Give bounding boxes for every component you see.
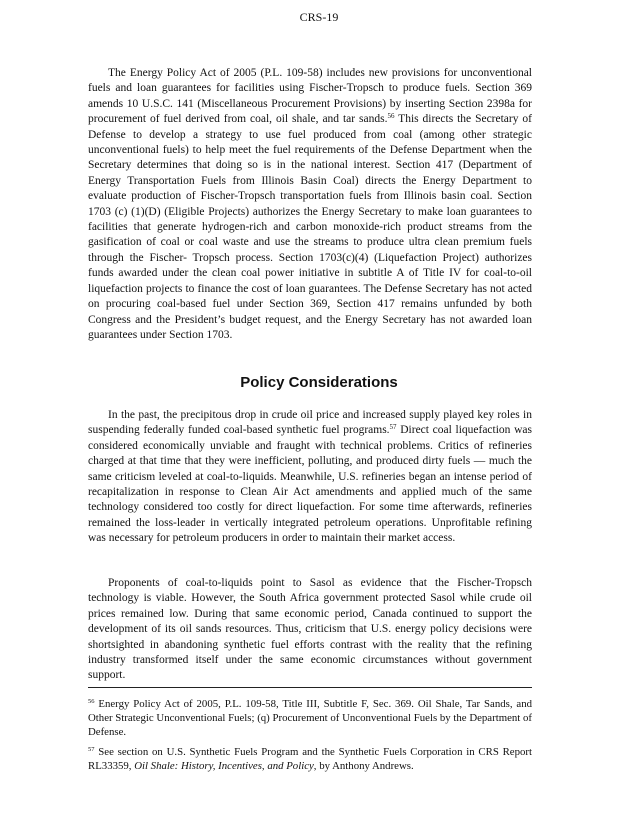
footnote-divider (88, 687, 532, 688)
page-header: CRS-19 (299, 10, 339, 24)
footnote-56 (88, 697, 532, 740)
paragraph-text-continued: Direct coal liquefaction was considered economically unviable and fraught with technical problems. Critics of refineries charged at that time that they were inefficient, polluting, and produced dirty fuels — much the same criticism leveled at coal-to-liquids. Meanwhile, U.S. refineries began an intense period of recapitalization in response to Clean Air Act amendments and applied much of the same technology considered too costly for direct liquefaction. For some time afterwards, refineries remained the loss-leader in vertically integrated petroleum operations. Unprofitable refining was necessary for petroleum producers in order to maintain their market access. (88, 424, 532, 545)
footnote-ref-56[interactable]: 56 (387, 112, 395, 121)
footnote-text: See section on U.S. Synthetic Fuels Program and the Synthetic Fuels Corporation in CRS Report RL33359, (88, 746, 532, 773)
footnote-text: Energy Policy Act of 2005, P.L. 109-58, Title III, Subtitle F, Sec. 369. Oil Shale, Tar Sands, and Other Strategic Unconventional Fuels; (q) Procurement of Unconventional Fuels by the Department of Defense. (88, 698, 532, 739)
section-heading: Policy Considerations (240, 374, 398, 391)
footnote-number: 57 (88, 746, 95, 753)
paragraph-text: Proponents of coal-to-liquids point to Sasol as evidence that the Fischer-Tropsch technology is viable. However, the South Africa government protected Sasol while crude oil prices remained low. During that same economic period, Canada continued to support the development of its oil sands resources. Thus, criticism that U.S. energy policy decisions were shortsighted in abandoning synthetic fuel efforts contrast with the reality that the refining industry transformed itself under the same economic circumstances without government support. (88, 577, 532, 682)
report-title: Oil Shale: History, Incentives, and Policy (134, 760, 314, 773)
paragraph-proponents (88, 576, 532, 684)
paragraph-text-continued: This directs the Secretary of Defense to develop a strategy to use fuel produced from coal (among other strategic unconventional fuels) to help meet the fuel requirements of the Defense Department when the Secretary determines that doing so is in the national interest. Section 417 (Department of Energy Transportation Fuels from Illinois Basin Coal) directs the Energy Department to evaluate production of Fischer-Tropsch transportation fuels from Illinois basin coal. Section 1703 (c) (1)(D) (Eligible Projects) authorizes the Energy Secretary to make loan guarantees to facilities that generate hydrogen-rich and carbon monoxide-rich product streams from the gasification of coal or coal waste and use the streams to produce ultra clean premium fuels through the Fischer- Tropsch process. Section 1703(c)(4) (Liquefaction Project) authorizes funds awarded under the clean coal power initiative in subtitle A of Title IV for coal-to-oil liquefaction projects to finance the cost of loan guarantees. The Defense Secretary has not acted on procuring coal-based fuel under Section 369, Section 417 remains unfunded by both Congress and the President’s budget request, and the Energy Secretary has not awarded loan guarantees under Section 1703. (88, 113, 532, 341)
footnote-number: 56 (88, 698, 95, 705)
footnote-ref-57[interactable]: 57 (389, 423, 397, 432)
paragraph-history (88, 408, 532, 547)
footnote-text-continued: , by Anthony Andrews. (313, 760, 414, 773)
paragraph-text: The Energy Policy Act of 2005 (P.L. 109-58) includes new provisions for unconventional fuels and loan guarantees for facilities using Fischer-Tropsch to produce fuels. Section 369 amends 10 U.S.C. 141 (Miscellaneous Procurement Provisions) by inserting Section 2398a for procurement of fuel derived from coal, oil shale, and tar sands. (88, 67, 532, 126)
footnote-57 (88, 745, 532, 773)
paragraph-text: In the past, the precipitous drop in crude oil price and increased supply played key roles in suspending federally funded coal-based synthetic fuel programs. (88, 409, 532, 437)
paragraph-energy-policy-act (88, 66, 532, 343)
